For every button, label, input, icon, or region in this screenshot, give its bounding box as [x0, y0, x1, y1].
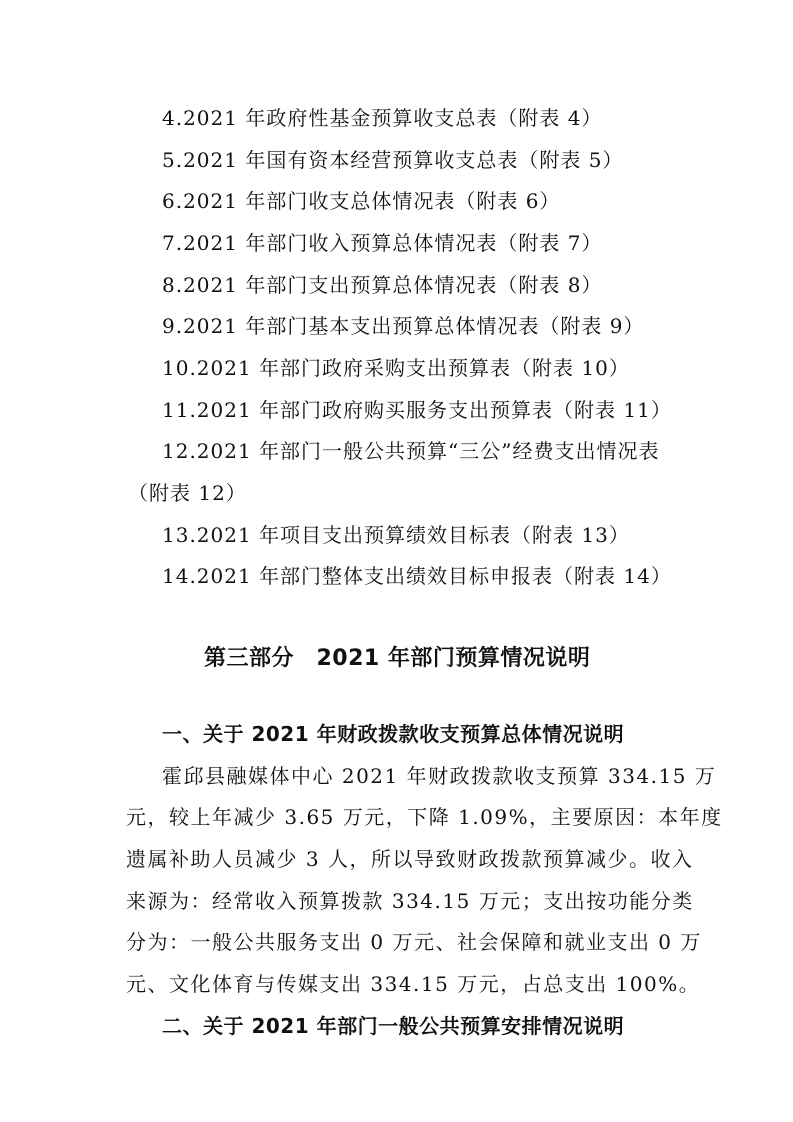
list-item: 13.2021 年项目支出预算绩效目标表（附表 13）: [162, 523, 630, 547]
list-item: 5.2021 年国有资本经营预算收支总表（附表 5）: [162, 148, 624, 172]
part2-heading: 二、关于 2021 年部门一般公共预算安排情况说明: [162, 1014, 625, 1038]
list-item: 8.2021 年部门支出预算总体情况表（附表 8）: [162, 273, 603, 297]
list-item: 6.2021 年部门收支总体情况表（附表 6）: [162, 189, 561, 213]
part1-heading: 一、关于 2021 年财政拨款收支预算总体情况说明: [162, 722, 625, 746]
paragraph-line: 分为：一般公共服务支出 0 万元、社会保障和就业支出 0 万: [126, 930, 702, 954]
paragraph-line: 遗属补助人员减少 3 人，所以导致财政拨款预算减少。收入: [126, 847, 694, 871]
list-item: 7.2021 年部门收入预算总体情况表（附表 7）: [162, 231, 603, 255]
list-item: 9.2021 年部门基本支出预算总体情况表（附表 9）: [162, 314, 645, 338]
list-item: 12.2021 年部门一般公共预算“三公”经费支出情况表: [162, 439, 660, 463]
paragraph-line: 霍邱县融媒体中心 2021 年财政拨款收支预算 334.15 万: [162, 764, 717, 788]
list-item: 4.2021 年政府性基金预算收支总表（附表 4）: [162, 106, 603, 130]
list-item-continuation: （附表 12）: [128, 481, 247, 505]
list-item: 10.2021 年部门政府采购支出预算表（附表 10）: [162, 356, 630, 380]
list-item: 11.2021 年部门政府购买服务支出预算表（附表 11）: [162, 398, 672, 422]
list-item: 14.2021 年部门整体支出绩效目标申报表（附表 14）: [162, 564, 672, 588]
section-title: 第三部分 2021 年部门预算情况说明: [204, 646, 591, 671]
paragraph-line: 元、文化体育与传媒支出 334.15 万元，占总支出 100%。: [126, 972, 701, 996]
paragraph-line: 来源为：经常收入预算拨款 334.15 万元；支出按功能分类: [126, 889, 694, 913]
paragraph-line: 元，较上年减少 3.65 万元，下降 1.09%，主要原因：本年度: [126, 805, 723, 829]
